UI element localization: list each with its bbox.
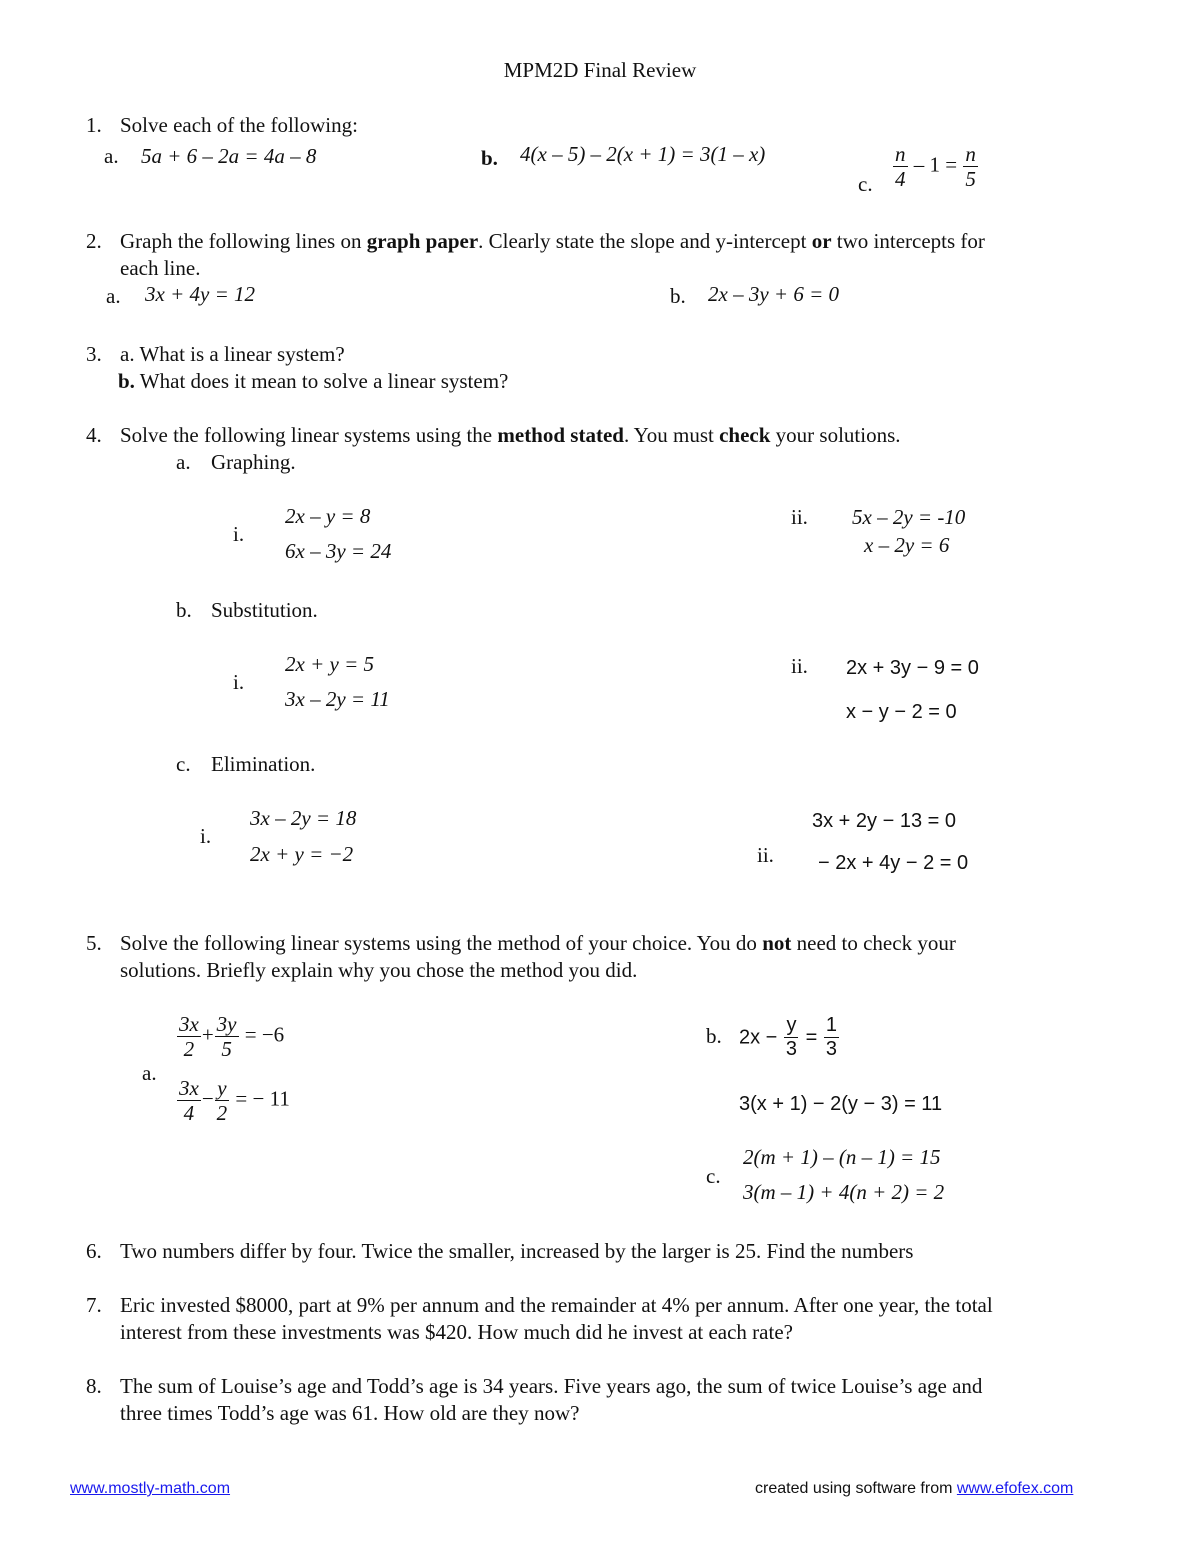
q5-text-1: Solve the following linear systems using the method of your choice. You do (120, 931, 763, 955)
q5a-eq2-den1: 4 (183, 1101, 195, 1126)
q2b-equation: 2x – 3y + 6 = 0 (708, 282, 839, 306)
q4-prompt (120, 423, 901, 448)
q1c-numerator-1: n (895, 142, 906, 166)
q2-prompt (120, 229, 985, 254)
q6-number: 6. (86, 1239, 102, 1263)
q5-bold: not (762, 931, 792, 955)
q2a-equation: 3x + 4y = 12 (145, 282, 255, 306)
q4c-ii-label: ii. (757, 843, 774, 867)
q4b-ii-eq2: x − y − 2 = 0 (846, 701, 957, 723)
q1c-denominator-2: 5 (965, 167, 976, 192)
q4b-label: b. (176, 598, 192, 622)
q5a-label: a. (142, 1061, 157, 1085)
q2-text-2: . Clearly state the slope and y-intercept (478, 229, 812, 253)
q5a-eq1-den1: 2 (183, 1037, 195, 1062)
q5b-eq1-equals: = (805, 1026, 818, 1049)
q4a-method: Graphing. (211, 450, 296, 474)
page-title: MPM2D Final Review (503, 58, 697, 82)
q1b-label: b. (481, 146, 498, 170)
q4a-i-eq2: 6x – 3y = 24 (285, 539, 392, 563)
q2-prompt-line2: each line. (120, 256, 201, 280)
q4b-i-eq1: 2x + y = 5 (285, 652, 374, 676)
q5b-label: b. (706, 1024, 722, 1048)
q5b-eq1 (739, 1014, 840, 1061)
q6-text: Two numbers differ by four. Twice the smaller, increased by the larger is 25. Find the numbers (120, 1239, 914, 1263)
q5b-eq1-frac2 (824, 1014, 839, 1061)
q5c-label: c. (706, 1164, 721, 1188)
q5a-eq2-num2: y (217, 1076, 227, 1100)
q4c-method: Elimination. (211, 752, 316, 776)
q3-number: 3. (86, 342, 102, 366)
q1c-fraction-2 (963, 142, 978, 191)
q5a-eq2-rhs: = − 11 (235, 1086, 290, 1111)
q4c-ii-eq1: 3x + 2y − 13 = 0 (812, 810, 956, 832)
q1c-fraction-1 (893, 142, 908, 191)
q5a-eq2-num1: 3x (179, 1076, 199, 1100)
q5a-eq1-den2: 5 (221, 1037, 232, 1062)
q4b-ii-label: ii. (791, 654, 808, 678)
q4a-ii-eq2: x – 2y = 6 (864, 533, 950, 557)
footer-link-efofex[interactable]: www.efofex.com (956, 1480, 1074, 1497)
q1-number: 1. (86, 113, 102, 137)
q8-line2: three times Todd’s age was 61. How old are they now? (120, 1401, 580, 1425)
q2-bold-1: graph paper (366, 229, 479, 253)
q3a-text: a. What is a linear system? (120, 342, 345, 366)
q5-prompt (120, 931, 956, 956)
q5a-eq1-frac2 (215, 1012, 239, 1061)
q5b-eq1-num1: y (786, 1014, 797, 1036)
q4-text-2: . You must (623, 423, 720, 447)
q4b-method: Substitution. (211, 598, 318, 622)
q5a-eq2-frac1 (177, 1076, 201, 1125)
q2-text-1: Graph the following lines on (120, 229, 367, 253)
q4a-i-label: i. (233, 522, 245, 546)
q5a-eq1-frac1 (177, 1012, 201, 1061)
q1c-label: c. (858, 172, 873, 196)
q4-bold-2: check (719, 423, 771, 447)
footer-credit (755, 1479, 1073, 1498)
q4c-i-label: i. (200, 824, 212, 848)
q5a-eq2-den2: 2 (216, 1101, 228, 1126)
q5a-eq2-op: − (201, 1086, 214, 1111)
q4c-ii-eq2: − 2x + 4y − 2 = 0 (818, 852, 969, 874)
q5b-eq1-den2: 3 (825, 1038, 837, 1060)
q5a-eq1-op: + (201, 1022, 214, 1047)
q4c-i-eq2: 2x + y = −2 (250, 842, 354, 866)
q4-number: 4. (86, 423, 102, 447)
q5b-eq1-lhs: 2x − (739, 1026, 778, 1049)
q4-bold-1: method stated (497, 423, 624, 447)
q4b-i-label: i. (233, 670, 245, 694)
q5a-eq1-rhs: = −6 (244, 1022, 285, 1047)
q5a-eq1-num1: 3x (179, 1012, 199, 1036)
q4c-i-eq1: 3x – 2y = 18 (250, 806, 357, 830)
q5b-eq1-frac1 (784, 1014, 799, 1061)
q4a-ii-eq1: 5x – 2y = -10 (852, 505, 966, 529)
footer-credit-text: created using software from (755, 1480, 957, 1497)
q1b-equation: 4(x – 5) – 2(x + 1) = 3(1 – x) (520, 142, 766, 166)
q5b-eq2: 3(x + 1) − 2(y − 3) = 11 (739, 1093, 943, 1115)
q7-line1: Eric invested $8000, part at 9% per annum and the remainder at 4% per annum. After one year, the total (120, 1293, 993, 1317)
q4b-ii-eq1: 2x + 3y − 9 = 0 (846, 657, 979, 679)
q4c-label: c. (176, 752, 191, 776)
q1c-denominator-1: 4 (895, 167, 906, 192)
q5-prompt-line2: solutions. Briefly explain why you chose the method you did. (120, 958, 638, 982)
q1c-equation (892, 142, 979, 191)
footer-link-mostly-math[interactable]: www.mostly-math.com (70, 1480, 231, 1497)
q5c-eq1: 2(m + 1) – (n – 1) = 15 (743, 1145, 941, 1169)
q3b-label: b. (118, 369, 135, 393)
q5a-eq1 (176, 1012, 284, 1061)
q2-number: 2. (86, 229, 102, 253)
q4-text-1: Solve the following linear systems using the (120, 423, 498, 447)
q1a-label: a. (104, 144, 119, 168)
q4a-label: a. (176, 450, 191, 474)
q1a-equation: 5a + 6 – 2a = 4a – 8 (141, 144, 317, 168)
q2-text-3: two intercepts for (831, 229, 985, 253)
q5-number: 5. (86, 931, 102, 955)
q2b-label: b. (670, 284, 686, 308)
q5b-eq1-num2: 1 (825, 1014, 837, 1036)
q1-prompt: Solve each of the following: (120, 113, 358, 137)
q1c-middle: – 1 = (913, 152, 958, 177)
q3b-question: What does it mean to solve a linear system? (134, 369, 509, 393)
q4a-ii-label: ii. (791, 505, 808, 529)
q2-bold-2: or (811, 229, 832, 253)
q3b-text (118, 369, 508, 394)
q4-text-3: your solutions. (770, 423, 901, 447)
q5a-eq2 (176, 1076, 290, 1125)
q5b-eq1-den1: 3 (785, 1038, 798, 1060)
q5-text-2: need to check your (791, 931, 956, 955)
q2a-label: a. (106, 284, 121, 308)
q8-number: 8. (86, 1374, 102, 1398)
q1c-numerator-2: n (965, 142, 976, 166)
q4b-i-eq2: 3x – 2y = 11 (285, 687, 390, 711)
q5a-eq1-num2: 3y (216, 1012, 237, 1036)
q7-line2: interest from these investments was $420. How much did he invest at each rate? (120, 1320, 793, 1344)
q5c-eq2: 3(m – 1) + 4(n + 2) = 2 (743, 1180, 945, 1204)
q7-number: 7. (86, 1293, 102, 1317)
q4a-i-eq1: 2x – y = 8 (285, 504, 371, 528)
q5a-eq2-frac2 (215, 1076, 230, 1125)
q8-line1: The sum of Louise’s age and Todd’s age is 34 years. Five years ago, the sum of twice Louise’s age and (120, 1374, 983, 1398)
